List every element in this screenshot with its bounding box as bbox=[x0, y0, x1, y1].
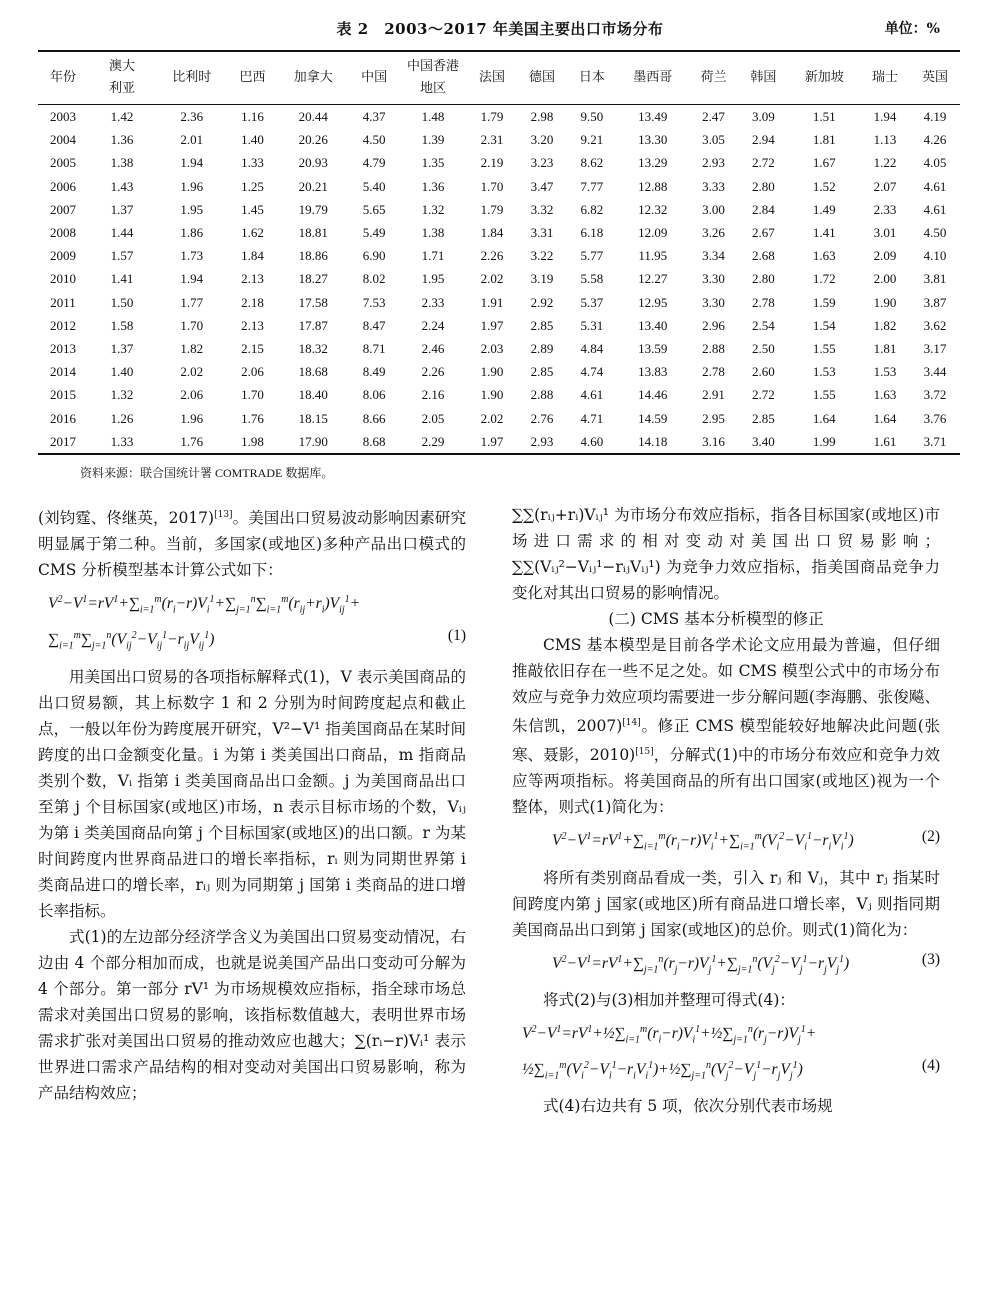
table-row bbox=[38, 221, 960, 244]
table-cell: 2.89 bbox=[530, 340, 554, 356]
table-cell: 12.95 bbox=[638, 294, 668, 310]
table-cell: 2.03 bbox=[480, 340, 504, 356]
table-cell: 1.79 bbox=[480, 201, 504, 217]
table-row bbox=[38, 175, 960, 198]
table-cell: 12.88 bbox=[638, 178, 668, 194]
table-cell: 1.48 bbox=[421, 109, 445, 125]
table-cell: 2.00 bbox=[873, 271, 897, 287]
table-row bbox=[38, 244, 960, 267]
table-cell: 1.95 bbox=[421, 271, 445, 287]
table-cell: 2.68 bbox=[752, 248, 775, 264]
equation-1: $V^2-V^1=rV^1+\sum_{i=1}^m(r_i-r)V_i^1+\sum_{j=1}^n\sum_{i=1}^m(r_{ij}+r_i)V_{ij}^1+$ $\sum_{i=1}^m\sum_{j=1}^n(V_{ij}^2-V_{ij}^1-r_{ij}V_{ij}^1)$ (1) bbox=[48, 594, 466, 652]
table-cell: 3.31 bbox=[530, 225, 554, 241]
table-row bbox=[38, 151, 960, 174]
equation-number: (2) bbox=[921, 828, 940, 846]
table-cell: 1.22 bbox=[873, 155, 897, 171]
table-cell: 5.58 bbox=[580, 271, 604, 287]
table-cell: 1.73 bbox=[180, 248, 204, 264]
table-row bbox=[38, 383, 960, 406]
table-cell: 1.81 bbox=[812, 132, 836, 148]
table-cell: 1.91 bbox=[480, 294, 504, 310]
table-cell: 2.95 bbox=[702, 410, 725, 426]
table-cell: 13.59 bbox=[638, 340, 668, 356]
table-cell: 4.60 bbox=[567, 430, 617, 454]
table-cell: 1.81 bbox=[873, 340, 897, 356]
table-cell: 2.05 bbox=[421, 410, 445, 426]
column-header: 新加坡 bbox=[788, 51, 860, 105]
table-cell: 1.63 bbox=[812, 248, 836, 264]
table-cell: 11.95 bbox=[638, 248, 668, 264]
table-cell: 2.06 bbox=[241, 364, 264, 380]
table-cell: 4.61 bbox=[923, 178, 947, 194]
table-cell: 1.99 bbox=[788, 430, 860, 454]
table-caption: 表 2 2003～2017 年美国主要出口市场分布 bbox=[336, 20, 664, 38]
table-cell: 1.36 bbox=[110, 132, 134, 148]
table-cell: 18.27 bbox=[298, 271, 328, 287]
column-header: 巴西 bbox=[228, 51, 278, 105]
column-header: 加拿大 bbox=[278, 51, 350, 105]
table-cell: 1.55 bbox=[812, 387, 836, 403]
table-cell: 2015 bbox=[49, 387, 76, 403]
table-cell: 2.91 bbox=[702, 387, 725, 403]
table-cell: 2.16 bbox=[421, 387, 445, 403]
table-cell: 18.86 bbox=[298, 248, 328, 264]
table-cell: 2.31 bbox=[480, 132, 504, 148]
column-header: 法国 bbox=[467, 51, 517, 105]
table-cell: 1.41 bbox=[110, 271, 134, 287]
table-cell: 4.19 bbox=[923, 109, 947, 125]
table-cell: 2.80 bbox=[752, 178, 775, 194]
table-cell: 4.74 bbox=[580, 364, 604, 380]
table-cell: 1.54 bbox=[812, 317, 836, 333]
table-cell: 3.30 bbox=[702, 271, 725, 287]
paragraph: (刘钧霆、佟继英，2017)[13]。美国出口贸易波动影响因素研究明显属于第二种。当前，多国家(或地区)多种产品出口模式的 CMS 分析模型基本计算公式如下： bbox=[38, 509, 466, 580]
table-row bbox=[38, 337, 960, 360]
table-cell: 4.10 bbox=[923, 248, 947, 264]
table-cell: 3.81 bbox=[923, 271, 947, 287]
table-cell: 17.90 bbox=[278, 430, 350, 454]
table-cell: 1.59 bbox=[812, 294, 836, 310]
table-cell: 3.22 bbox=[530, 248, 554, 264]
table-cell: 13.49 bbox=[638, 109, 668, 125]
paragraph: 式(1)的左边部分经济学含义为美国出口贸易变动情况，右边由 4 个部分相加而成，也就是说美国产品出口变动可分解为 4 个部分。第一部分 rV¹ 为市场规模效应指标，指全球市场总需求对美国出口贸易的影响，该指标数值越大，表明世界市场需求扩张对美国出口贸易的推动效应也越大；∑(rᵢ−r)Vᵢ¹ 表示世界进口需求产品结构的相对变动对美国出口贸易影响，称为产品结构效应； bbox=[38, 927, 466, 1102]
table-cell: 9.21 bbox=[580, 132, 604, 148]
table-cell: 2014 bbox=[49, 364, 76, 380]
table-cell: 1.51 bbox=[812, 109, 836, 125]
table-cell: 19.79 bbox=[298, 201, 328, 217]
table-cell: 20.21 bbox=[298, 178, 328, 194]
equation-number: (4) bbox=[921, 1057, 940, 1075]
table-cell: 2.54 bbox=[752, 317, 775, 333]
table-cell: 2.85 bbox=[752, 410, 775, 426]
table-cell: 14.18 bbox=[617, 430, 689, 454]
table-cell: 8.68 bbox=[349, 430, 399, 454]
table-cell: 3.62 bbox=[923, 317, 947, 333]
table-cell: 2.72 bbox=[752, 155, 775, 171]
table-cell: 2.09 bbox=[873, 248, 897, 264]
table-cell: 5.77 bbox=[580, 248, 604, 264]
table-cell: 2.85 bbox=[530, 364, 554, 380]
table-cell: 3.19 bbox=[530, 271, 554, 287]
table-cell: 2.88 bbox=[702, 340, 725, 356]
table-cell: 4.26 bbox=[923, 132, 947, 148]
table-cell: 1.64 bbox=[873, 410, 897, 426]
equation-4: $V^2-V^1=rV^1+\frac{1}{2}\sum_{i=1}^m(r_i-r)V_i^1+\frac{1}{2}\sum_{j=1}^n(r_j-r)V_j^1+$ $\frac{1}{2}\sum_{i=1}^m(V_i^2-V_i^1-r_iV_i^1)+\frac{1}{2}\sum_{j=1}^n(V_j^2-V_j^1-r_jV_j^1)$ (4) bbox=[522, 1023, 940, 1082]
table-cell: 1.70 bbox=[180, 317, 204, 333]
table-cell: 1.16 bbox=[241, 109, 264, 125]
table-cell: 2.84 bbox=[752, 201, 775, 217]
table-cell: 5.31 bbox=[580, 317, 604, 333]
table-cell: 1.82 bbox=[873, 317, 897, 333]
table-cell: 3.47 bbox=[530, 178, 554, 194]
paragraph: 将式(2)与(3)相加并整理可得式(4)： bbox=[543, 990, 795, 1009]
table-cell: 2.47 bbox=[702, 109, 725, 125]
table-cell: 8.49 bbox=[362, 364, 386, 380]
table-cell: 2.18 bbox=[241, 294, 264, 310]
table-cell: 3.16 bbox=[689, 430, 739, 454]
table-cell: 1.84 bbox=[480, 225, 504, 241]
table-cell: 1.70 bbox=[241, 387, 264, 403]
table-cell: 5.40 bbox=[362, 178, 386, 194]
table-cell: 2009 bbox=[49, 248, 76, 264]
column-header: 比利时 bbox=[156, 51, 228, 105]
table-cell: 3.72 bbox=[923, 387, 947, 403]
table-cell: 2.46 bbox=[421, 340, 445, 356]
table-cell: 1.45 bbox=[241, 201, 264, 217]
table-cell: 2003 bbox=[49, 109, 76, 125]
table-cell: 2.29 bbox=[399, 430, 467, 454]
table-cell: 4.79 bbox=[362, 155, 386, 171]
table-cell: 1.76 bbox=[156, 430, 228, 454]
table-cell: 4.05 bbox=[923, 155, 947, 171]
table-cell: 1.95 bbox=[180, 201, 204, 217]
table-cell: 13.29 bbox=[638, 155, 668, 171]
table-cell: 6.82 bbox=[580, 201, 604, 217]
table-cell: 8.02 bbox=[362, 271, 386, 287]
equation-3: $V^2-V^1=rV^1+\sum_{j=1}^n(r_j-r)V_j^1+\sum_{j=1}^n(V_j^2-V_j^1-r_jV_j^1)$ (3) bbox=[512, 943, 940, 987]
table-cell: 2.06 bbox=[180, 387, 204, 403]
equation-number: (1) bbox=[447, 627, 466, 645]
column-header: 中国 bbox=[349, 51, 399, 105]
table-cell: 2.78 bbox=[702, 364, 725, 380]
table-cell: 3.32 bbox=[530, 201, 554, 217]
table-cell: 1.38 bbox=[110, 155, 134, 171]
table-cell: 1.94 bbox=[180, 155, 204, 171]
table-cell: 8.47 bbox=[362, 317, 386, 333]
table-cell: 1.39 bbox=[421, 132, 445, 148]
table-cell: 2.72 bbox=[752, 387, 775, 403]
table-cell: 2.02 bbox=[480, 271, 504, 287]
table-cell: 3.34 bbox=[702, 248, 725, 264]
table-cell: 1.44 bbox=[110, 225, 134, 241]
table-cell: 12.32 bbox=[638, 201, 668, 217]
table-cell: 2.88 bbox=[530, 387, 554, 403]
table-cell: 8.62 bbox=[580, 155, 604, 171]
table-cell: 2.13 bbox=[241, 271, 264, 287]
table-cell: 2.93 bbox=[517, 430, 567, 454]
column-header: 荷兰 bbox=[689, 51, 739, 105]
table-cell: 3.01 bbox=[873, 225, 897, 241]
table-cell: 2.24 bbox=[421, 317, 445, 333]
table-cell: 4.50 bbox=[923, 225, 947, 241]
table-cell: 1.71 bbox=[421, 248, 445, 264]
table-cell: 2.98 bbox=[530, 109, 554, 125]
table-cell: 2.33 bbox=[421, 294, 445, 310]
table-cell: 3.00 bbox=[702, 201, 725, 217]
table-cell: 1.94 bbox=[873, 109, 897, 125]
table-cell: 1.58 bbox=[110, 317, 134, 333]
left-column bbox=[38, 502, 466, 1106]
table-row bbox=[38, 406, 960, 429]
table-cell: 2011 bbox=[50, 294, 76, 310]
table-cell: 1.37 bbox=[110, 340, 134, 356]
table-cell: 3.26 bbox=[702, 225, 725, 241]
table-cell: 2.02 bbox=[180, 364, 204, 380]
table-unit: 单位：% bbox=[884, 21, 940, 37]
table-cell: 1.35 bbox=[421, 155, 445, 171]
table-cell: 2008 bbox=[49, 225, 76, 241]
section-heading: (二) CMS 基本分析模型的修正 bbox=[608, 610, 824, 628]
table-row bbox=[38, 198, 960, 221]
column-header: 中国香港 地区 bbox=[399, 51, 467, 105]
table-cell: 1.90 bbox=[873, 294, 897, 310]
table-cell: 2.13 bbox=[241, 317, 264, 333]
table-cell: 4.61 bbox=[923, 201, 947, 217]
table-cell: 1.42 bbox=[110, 109, 134, 125]
table-cell: 3.33 bbox=[702, 178, 725, 194]
column-header: 瑞士 bbox=[860, 51, 910, 105]
table-cell: 1.97 bbox=[467, 430, 517, 454]
table-cell: 2.93 bbox=[702, 155, 725, 171]
table-cell: 1.38 bbox=[421, 225, 445, 241]
table-cell: 4.84 bbox=[580, 340, 604, 356]
table-cell: 1.25 bbox=[241, 178, 264, 194]
table-cell: 14.46 bbox=[638, 387, 668, 403]
table-cell: 20.26 bbox=[298, 132, 328, 148]
table-cell: 1.84 bbox=[241, 248, 264, 264]
table-cell: 13.30 bbox=[638, 132, 668, 148]
table-cell: 2006 bbox=[49, 178, 76, 194]
table-cell: 8.06 bbox=[362, 387, 386, 403]
table-cell: 2.26 bbox=[421, 364, 445, 380]
table-cell: 1.53 bbox=[812, 364, 836, 380]
table-cell: 3.09 bbox=[752, 109, 775, 125]
table-cell: 3.76 bbox=[923, 410, 947, 426]
table-cell: 1.79 bbox=[480, 109, 504, 125]
table-row bbox=[38, 128, 960, 151]
table-cell: 8.71 bbox=[362, 340, 386, 356]
table-cell: 18.32 bbox=[298, 340, 328, 356]
table-cell: 3.71 bbox=[910, 430, 960, 454]
paragraph: 将所有类别商品看成一类，引入 rⱼ 和 Vⱼ，其中 rⱼ 指某时间跨度内第 j 国家(或地区)所有商品进口增长率，Vⱼ 则指同期美国商品出口到第 j 国家(或地区)的总价。则式(1)简化为： bbox=[512, 868, 940, 939]
table-cell: 1.94 bbox=[180, 271, 204, 287]
table-cell: 1.40 bbox=[110, 364, 134, 380]
table-cell: 1.53 bbox=[873, 364, 897, 380]
table-row bbox=[38, 360, 960, 383]
table-cell: 1.55 bbox=[812, 340, 836, 356]
table-cell: 1.90 bbox=[480, 387, 504, 403]
table-row bbox=[38, 105, 960, 129]
table-cell: 1.96 bbox=[180, 410, 204, 426]
table-cell: 1.67 bbox=[812, 155, 836, 171]
table-cell: 1.70 bbox=[480, 178, 504, 194]
table-cell: 3.87 bbox=[923, 294, 947, 310]
table-cell: 2.15 bbox=[241, 340, 264, 356]
table-cell: 3.20 bbox=[530, 132, 554, 148]
table-cell: 3.44 bbox=[923, 364, 947, 380]
table-cell: 2.01 bbox=[180, 132, 204, 148]
table-row bbox=[38, 267, 960, 290]
table-cell: 1.98 bbox=[228, 430, 278, 454]
table-cell: 2.02 bbox=[480, 410, 504, 426]
export-market-table bbox=[38, 50, 960, 455]
table-cell: 13.40 bbox=[638, 317, 668, 333]
table-cell: 1.61 bbox=[860, 430, 910, 454]
paragraph: 用美国出口贸易的各项指标解释式(1)，V 表示美国商品的出口贸易额，其上标数字 1 和 2 分别为时间跨度起点和截止点，一般以年份为跨度展开研究，V²−V¹ 指美国商品在某时间跨度的出口金额变化量。i 为第 i 类美国出口商品，m 指商品类别个数，Vᵢ 指第 i 类美国商品出口金额。j 为美国商品出口至第 j 个目标国家(或地区)市场，n 表示目标市场的个数，Vᵢⱼ 为第 i 类美国商品向第 j 个目标国家(或地区)的出口额。r 为某时间跨度内世界商品进口的增长率指标，rᵢ 则为同期世界第 i 类商品进口的增长率，rᵢⱼ 则为同期第 j 国第 i 类商品的进口增长率指标。 bbox=[38, 667, 466, 920]
table-cell: 1.32 bbox=[110, 387, 134, 403]
table-cell: 9.50 bbox=[580, 109, 604, 125]
table-cell: 3.40 bbox=[738, 430, 788, 454]
table-cell: 2010 bbox=[49, 271, 76, 287]
table-cell: 1.33 bbox=[88, 430, 156, 454]
table-cell: 6.18 bbox=[580, 225, 604, 241]
table-cell: 2013 bbox=[49, 340, 76, 356]
table-cell: 1.40 bbox=[241, 132, 264, 148]
table-row bbox=[38, 430, 960, 454]
equation-number: (3) bbox=[921, 950, 940, 968]
table-cell: 2007 bbox=[49, 201, 76, 217]
table-cell: 2.60 bbox=[752, 364, 775, 380]
table-cell: 18.68 bbox=[298, 364, 328, 380]
table-cell: 2.94 bbox=[752, 132, 775, 148]
table-cell: 2017 bbox=[38, 430, 88, 454]
table-cell: 13.83 bbox=[638, 364, 668, 380]
paragraph: CMS 基本模型是目前各学术论文应用最为普遍，但仔细推敲依旧存在一些不足之处。如 CMS 模型公式中的市场分布效应与竞争力效应项均需要进一步分解问题(李海鹏、张俊飚、朱信凯，2007)[14]。修正 CMS 模型能较好地解决此问题(张寒、聂影，2010)[15]，分解式(1)中的市场分布效应和竞争力效应等两项指标。将美国商品的所有出口国家(或地区)视为一个整体，则式(1)简化为： bbox=[512, 636, 940, 817]
table-cell: 6.90 bbox=[362, 248, 386, 264]
table-cell: 2.92 bbox=[530, 294, 554, 310]
table-cell: 2.96 bbox=[702, 317, 725, 333]
table-cell: 1.50 bbox=[110, 294, 134, 310]
table-cell: 20.93 bbox=[298, 155, 328, 171]
table-cell: 2004 bbox=[49, 132, 76, 148]
table-cell: 2.07 bbox=[873, 178, 897, 194]
table-cell: 1.49 bbox=[812, 201, 836, 217]
table-cell: 2012 bbox=[49, 317, 76, 333]
table-cell: 2005 bbox=[49, 155, 76, 171]
table-cell: 1.26 bbox=[110, 410, 134, 426]
table-cell: 5.65 bbox=[362, 201, 386, 217]
table-cell: 1.62 bbox=[241, 225, 264, 241]
table-cell: 3.23 bbox=[530, 155, 554, 171]
table-cell: 17.87 bbox=[298, 317, 328, 333]
table-cell: 1.97 bbox=[480, 317, 504, 333]
table-cell: 1.13 bbox=[873, 132, 897, 148]
table-cell: 18.81 bbox=[298, 225, 328, 241]
table-cell: 4.37 bbox=[362, 109, 386, 125]
table-cell: 1.41 bbox=[812, 225, 836, 241]
table-cell: 2.26 bbox=[480, 248, 504, 264]
table-cell: 2.33 bbox=[873, 201, 897, 217]
table-cell: 5.49 bbox=[362, 225, 386, 241]
table-cell: 2.19 bbox=[480, 155, 504, 171]
table-row bbox=[38, 314, 960, 337]
table-cell: 1.43 bbox=[110, 178, 134, 194]
table-cell: 1.86 bbox=[180, 225, 204, 241]
table-cell: 1.82 bbox=[180, 340, 204, 356]
table-cell: 3.17 bbox=[923, 340, 947, 356]
column-header: 韩国 bbox=[738, 51, 788, 105]
table-cell: 7.77 bbox=[580, 178, 604, 194]
table-cell: 4.50 bbox=[362, 132, 386, 148]
paragraph: 式(4)右边共有 5 项，依次分别代表市场规 bbox=[543, 1097, 833, 1116]
table-cell: 18.40 bbox=[298, 387, 328, 403]
table-cell: 7.53 bbox=[362, 294, 386, 310]
table-cell: 17.58 bbox=[298, 294, 328, 310]
table-cell: 12.09 bbox=[638, 225, 668, 241]
table-cell: 1.33 bbox=[241, 155, 264, 171]
table-source: 资料来源：联合国统计署 COMTRADE 数据库。 bbox=[80, 466, 334, 480]
table-cell: 3.30 bbox=[702, 294, 725, 310]
table-cell: 5.37 bbox=[580, 294, 604, 310]
table-cell: 1.90 bbox=[480, 364, 504, 380]
table-cell: 2.50 bbox=[752, 340, 775, 356]
table-cell: 18.15 bbox=[298, 410, 328, 426]
table-cell: 20.44 bbox=[298, 109, 328, 125]
table-cell: 4.71 bbox=[580, 410, 604, 426]
table-cell: 2.85 bbox=[530, 317, 554, 333]
table-cell: 1.57 bbox=[110, 248, 134, 264]
table-cell: 1.77 bbox=[180, 294, 204, 310]
table-cell: 2.67 bbox=[752, 225, 775, 241]
column-header: 墨西哥 bbox=[617, 51, 689, 105]
table-cell: 3.05 bbox=[702, 132, 725, 148]
table-cell: 2.78 bbox=[752, 294, 775, 310]
table-cell: 1.63 bbox=[873, 387, 897, 403]
table-cell: 1.64 bbox=[812, 410, 836, 426]
table-cell: 1.32 bbox=[421, 201, 445, 217]
table-cell: 12.27 bbox=[638, 271, 668, 287]
table-cell: 14.59 bbox=[638, 410, 668, 426]
table-cell: 8.66 bbox=[362, 410, 386, 426]
table-cell: 2.36 bbox=[180, 109, 204, 125]
table-cell: 1.96 bbox=[180, 178, 204, 194]
column-header: 日本 bbox=[567, 51, 617, 105]
table-cell: 2016 bbox=[49, 410, 76, 426]
table-cell: 2.80 bbox=[752, 271, 775, 287]
table-row bbox=[38, 291, 960, 314]
paragraph: ∑∑(rᵢⱼ+rᵢ)Vᵢⱼ¹ 为市场分布效应指标，指各目标国家(或地区)市场进口需求的相对变动对美国出口贸易影响；∑∑(Vᵢⱼ²−Vᵢⱼ¹−rᵢⱼVᵢⱼ¹) 为竞争力效应指标，指美国商品竞争力变化对其出口贸易的影响情况。 bbox=[512, 506, 940, 602]
table-cell: 1.52 bbox=[812, 178, 836, 194]
table-cell: 4.61 bbox=[580, 387, 604, 403]
table-cell: 2.76 bbox=[530, 410, 554, 426]
table-cell: 1.76 bbox=[241, 410, 264, 426]
right-column bbox=[512, 502, 940, 1119]
column-header: 澳大 利亚 bbox=[88, 51, 156, 105]
table-cell: 1.72 bbox=[812, 271, 836, 287]
table-cell: 1.37 bbox=[110, 201, 134, 217]
table-cell: 1.36 bbox=[421, 178, 445, 194]
column-header: 英国 bbox=[910, 51, 960, 105]
column-header: 德国 bbox=[517, 51, 567, 105]
equation-2: $V^2-V^1=rV^1+\sum_{i=1}^m(r_i-r)V_i^1+\sum_{i=1}^m(V_i^2-V_i^1-r_iV_i^1)$ (2) bbox=[512, 820, 940, 864]
column-header: 年份 bbox=[38, 51, 88, 105]
